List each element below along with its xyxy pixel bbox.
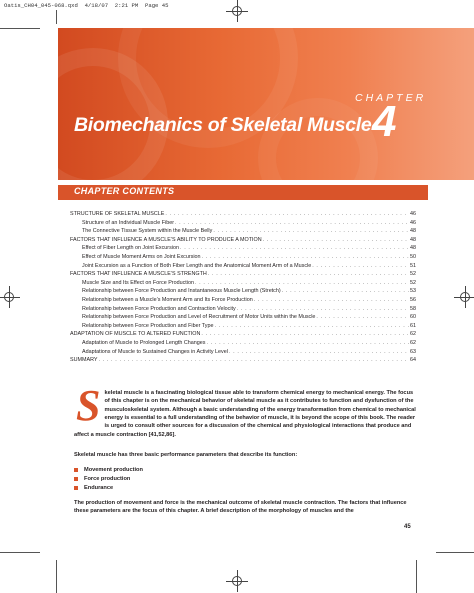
toc-entry (70, 296, 416, 305)
toc-entry (70, 227, 416, 236)
print-slug: Oatis_CH04_045-068.qxd 4/18/07 2:21 PM Page 45 (4, 2, 169, 9)
toc-entry-page: 60 (410, 314, 416, 321)
toc-entry-page: 62 (410, 331, 416, 338)
toc-leader-dots (316, 313, 409, 322)
crop-mark (436, 552, 474, 553)
toc-leader-dots (165, 210, 409, 219)
crop-mark (56, 10, 57, 24)
toc-entry-page: 48 (410, 245, 416, 252)
toc-entry-title: Relationship between Force Production and Fiber Type (82, 322, 214, 329)
toc-entry-page: 46 (410, 219, 416, 226)
toc-entry-title: Effect of Fiber Length on Joint Excursion (82, 245, 179, 252)
toc-leader-dots (237, 305, 409, 314)
toc-entry (70, 236, 416, 245)
toc-entry (70, 313, 416, 322)
crop-mark (0, 552, 40, 553)
toc-entry (70, 348, 416, 357)
list-item (74, 475, 143, 484)
chapter-banner (58, 28, 474, 180)
toc-entry-page: 51 (410, 262, 416, 269)
toc-entry-page: 58 (410, 305, 416, 312)
toc-entry-title: Effect of Muscle Moment Arms on Joint Excursion (82, 253, 201, 260)
toc-entry (70, 330, 416, 339)
toc-entry-title: Adaptation of Muscle to Prolonged Length Changes (82, 339, 206, 346)
registration-mark-left (2, 290, 16, 304)
toc-leader-dots (229, 348, 409, 357)
toc-entry-page: 62 (410, 339, 416, 346)
list-item-label: Movement production (84, 467, 143, 474)
list-item (74, 466, 143, 475)
drop-cap: S (76, 381, 101, 430)
toc-entry-page: 52 (410, 271, 416, 278)
toc-leader-dots (208, 270, 409, 279)
bullet-list (74, 466, 143, 492)
crop-mark (0, 28, 40, 29)
toc-entry-title: SUMMARY (70, 357, 98, 364)
toc-leader-dots (282, 287, 409, 296)
intro-paragraph (74, 381, 420, 439)
toc-entry-page: 52 (410, 279, 416, 286)
toc-leader-dots (180, 244, 409, 253)
registration-mark-bottom (230, 574, 244, 588)
chapter-label: CHAPTER (355, 92, 427, 104)
toc-leader-dots (201, 330, 409, 339)
crop-mark (56, 560, 57, 593)
list-item-label: Endurance (84, 484, 114, 491)
square-bullet-icon (74, 486, 78, 490)
toc-leader-dots (98, 356, 409, 365)
toc-entry (70, 244, 416, 253)
toc-leader-dots (213, 227, 409, 236)
toc-entry-title: Joint Excursion as a Function of Both Fiber Length and the Anatomical Moment Arm of a Muscle (82, 262, 312, 269)
table-of-contents (70, 210, 416, 365)
toc-entry-title: Structure of an Individual Muscle Fiber (82, 219, 174, 226)
toc-leader-dots (175, 219, 409, 228)
toc-entry (70, 322, 416, 331)
toc-entry-page: 56 (410, 296, 416, 303)
toc-leader-dots (263, 236, 409, 245)
registration-mark-right (458, 290, 472, 304)
chapter-title: Biomechanics of Skeletal Muscle (74, 114, 372, 136)
toc-entry (70, 287, 416, 296)
toc-entry-title: FACTORS THAT INFLUENCE A MUSCLE’S STRENGTH (70, 271, 207, 278)
toc-entry-page: 50 (410, 253, 416, 260)
toc-entry-title: Relationship between Force Production and Contraction Velocity (82, 305, 236, 312)
toc-entry-page: 48 (410, 236, 416, 243)
toc-leader-dots (254, 296, 409, 305)
intro-text: keletal muscle is a fascinating biological tissue able to transform chemical energy to mechanical energy. The focus of this chapter is on the mechanical behavior of skeletal muscle as it contributes to function and dysfunction of the musculoskeletal system. Although a basic understanding of the energy transformation from chemical to mechanical energy is essential to a full understanding of the behavior of muscle, it is beyond the scope of this book. The reader is urged to consult other sources for a discussion of the chemical and physiological interactions that produce and affect a muscle contraction [41,52,86]. (74, 390, 416, 438)
toc-leader-dots (312, 262, 409, 271)
toc-entry (70, 356, 416, 365)
square-bullet-icon (74, 468, 78, 472)
toc-entry-title: Muscle Size and Its Effect on Force Production (82, 279, 194, 286)
toc-entry-title: The Connective Tissue System within the Muscle Belly (82, 228, 213, 235)
body-paragraph: The production of movement and force is the mechanical outcome of skeletal muscle contraction. The factors that influence these parameters are the focus of this chapter. A brief description of the morphology of muscles and the (74, 500, 407, 515)
list-item (74, 484, 143, 493)
toc-entry-title: STRUCTURE OF SKELETAL MUSCLE (70, 211, 165, 217)
page-number: 45 (404, 524, 411, 530)
chapter-number: 4 (372, 97, 397, 146)
crop-mark (416, 560, 417, 593)
toc-entry (70, 262, 416, 271)
toc-leader-dots (206, 339, 409, 348)
toc-entry (70, 253, 416, 262)
toc-entry-title: Relationship between Force Production and Instantaneous Muscle Length (Stretch) (82, 288, 281, 295)
toc-entry-page: 63 (410, 348, 416, 355)
toc-entry-title: Relationship between a Muscle’s Moment Arm and Its Force Production (82, 296, 253, 303)
toc-entry (70, 270, 416, 279)
toc-entry-page: 48 (410, 228, 416, 235)
toc-entry-title: Adaptations of Muscle to Sustained Changes in Activity Level (82, 348, 228, 355)
toc-entry (70, 219, 416, 228)
toc-entry-page: 46 (410, 211, 416, 217)
toc-entry (70, 210, 416, 219)
registration-mark-top (230, 4, 244, 18)
toc-entry-title: Relationship between Force Production and Level of Recruitment of Motor Units within the Muscle (82, 314, 316, 321)
toc-entry-page: 53 (410, 288, 416, 295)
square-bullet-icon (74, 477, 78, 481)
toc-entry-page: 64 (410, 357, 416, 364)
toc-entry (70, 279, 416, 288)
toc-leader-dots (202, 253, 409, 262)
toc-entry-page: 61 (410, 322, 416, 329)
contents-heading: CHAPTER CONTENTS (74, 186, 175, 196)
toc-leader-dots (214, 322, 409, 331)
toc-entry (70, 305, 416, 314)
toc-entry-title: ADAPTATION OF MUSCLE TO ALTERED FUNCTION (70, 331, 201, 338)
toc-entry-title: FACTORS THAT INFLUENCE A MUSCLE’S ABILITY TO PRODUCE A MOTION (70, 236, 262, 243)
list-item-label: Force production (84, 476, 131, 483)
toc-leader-dots (195, 279, 409, 288)
toc-entry (70, 339, 416, 348)
body-paragraph: Skeletal muscle has three basic performance parameters that describe its function: (74, 452, 298, 458)
